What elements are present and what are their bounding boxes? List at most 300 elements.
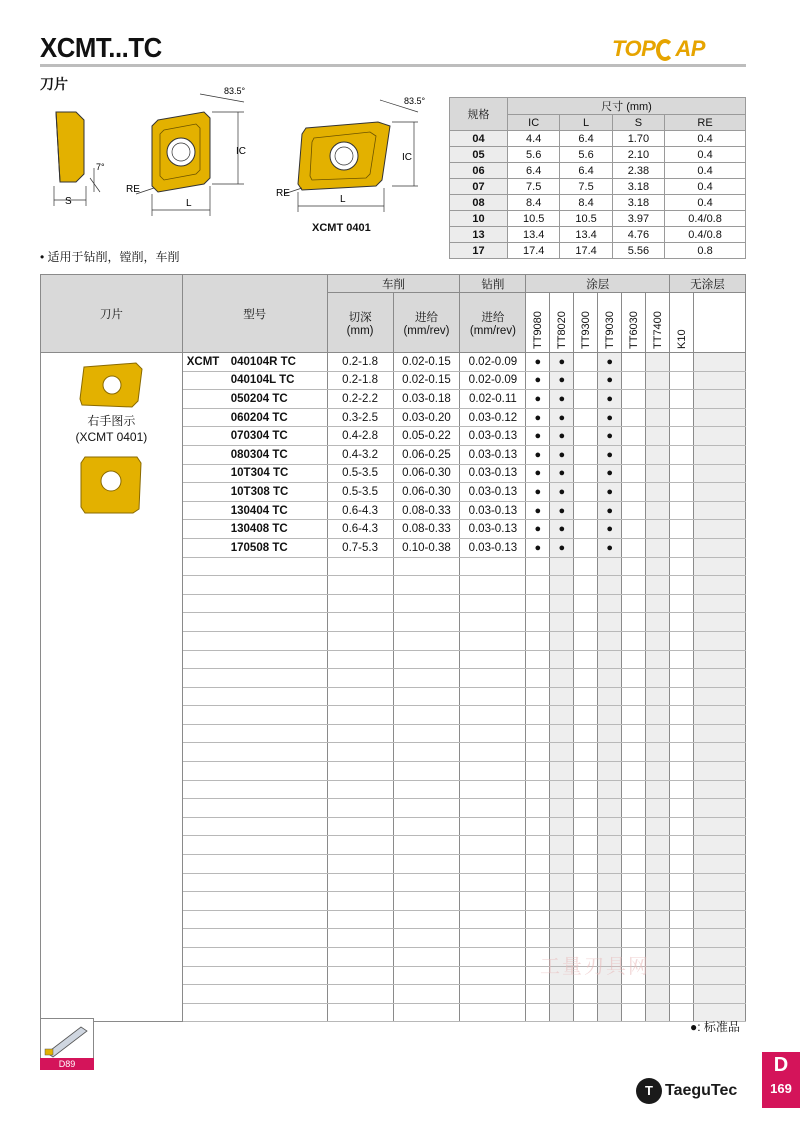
dim-cell-size: 17 — [450, 243, 508, 259]
dim-cell-size: 08 — [450, 195, 508, 211]
model-code: 130404 TC — [230, 504, 288, 517]
grade-cell — [574, 483, 598, 502]
label-ic-a: IC — [236, 146, 246, 157]
col-s: S — [612, 115, 664, 131]
grade-cell — [622, 390, 646, 409]
dim-cell-re: 0.4 — [665, 195, 746, 211]
dim-cell-re: 0.4 — [665, 179, 746, 195]
feed-drilling-cell: 0.03-0.13 — [460, 520, 526, 539]
feed-turning-cell-empty — [393, 985, 460, 1004]
grade-cell — [694, 427, 746, 446]
feed-drilling-cell-empty — [460, 706, 526, 725]
grade-cell-empty — [694, 799, 746, 818]
feed-turning-cell-empty — [393, 780, 460, 799]
availability-dot: ● — [526, 483, 550, 502]
grade-cell-empty — [526, 743, 550, 762]
grade-cell — [646, 464, 670, 483]
grade-cell-empty — [646, 892, 670, 911]
feed-drilling-cell-empty — [460, 780, 526, 799]
feed-turning-cell-empty — [393, 929, 460, 948]
depth-cell-empty — [327, 948, 393, 967]
depth-cell: 0.2-1.8 — [327, 353, 393, 372]
availability-dot: ● — [526, 390, 550, 409]
grade-cell — [694, 483, 746, 502]
grade-cell-empty — [598, 910, 622, 929]
model-cell — [182, 483, 327, 502]
grade-cell-empty — [670, 817, 694, 836]
grade-cell-empty — [670, 650, 694, 669]
depth-cell-empty — [327, 631, 393, 650]
dimension-row — [450, 243, 746, 259]
grade-cell-empty — [622, 687, 646, 706]
grade-cell-empty — [598, 557, 622, 576]
side-view-drawing — [54, 112, 100, 206]
table-row — [41, 353, 746, 372]
grade-cell — [574, 390, 598, 409]
grade-cell — [670, 501, 694, 520]
model-cell-empty — [182, 687, 327, 706]
grade-cell-empty — [574, 817, 598, 836]
availability-dot: ● — [598, 390, 622, 409]
grade-cell-empty — [622, 631, 646, 650]
grade-cell-empty — [550, 836, 574, 855]
dim-cell-s: 2.10 — [612, 147, 664, 163]
grade-cell — [622, 427, 646, 446]
grade-cell-empty — [550, 576, 574, 595]
dimension-row — [450, 147, 746, 163]
feed-turning-cell: 0.02-0.15 — [393, 371, 460, 390]
col-insert-header: 刀片 — [41, 275, 183, 353]
grade-cell-empty — [574, 892, 598, 911]
grade-cell-empty — [526, 594, 550, 613]
feed-turning-cell-empty — [393, 594, 460, 613]
availability-dot: ● — [550, 501, 574, 520]
grade-cell-empty — [670, 557, 694, 576]
grade-k10: K10 — [670, 293, 694, 353]
label-l-b: L — [340, 194, 346, 205]
dim-cell-ic: 10.5 — [508, 211, 560, 227]
model-code: 060204 TC — [230, 411, 288, 424]
grade-cell-empty — [622, 724, 646, 743]
grade-cell-empty — [622, 836, 646, 855]
feed-drilling-cell-empty — [460, 631, 526, 650]
product-table — [40, 274, 746, 1022]
availability-dot: ● — [526, 501, 550, 520]
section-letter: D — [773, 1054, 789, 1076]
section-tab — [762, 1052, 800, 1108]
grade-cell-empty — [670, 576, 694, 595]
availability-dot: ● — [550, 353, 574, 372]
feed-drilling-cell-empty — [460, 929, 526, 948]
grade-cell-empty — [574, 650, 598, 669]
grade-cell-empty — [622, 706, 646, 725]
page-number: 169 — [770, 1081, 792, 1096]
grade-cell — [622, 464, 646, 483]
feed-drilling-cell-empty — [460, 743, 526, 762]
dim-cell-size: 06 — [450, 163, 508, 179]
label-angle-83-5-b: 83.5° — [404, 96, 426, 106]
grade-cell — [694, 464, 746, 483]
grade-cell-empty — [646, 724, 670, 743]
model-cell-empty — [182, 873, 327, 892]
grade-cell-empty — [670, 985, 694, 1004]
feed-turning-cell-empty — [393, 706, 460, 725]
model-code: 040104L TC — [230, 374, 295, 387]
dim-cell-re: 0.8 — [665, 243, 746, 259]
depth-cell-empty — [327, 910, 393, 929]
grade-cell-empty — [694, 855, 746, 874]
model-cell-empty — [182, 576, 327, 595]
model-cell — [182, 427, 327, 446]
grade-cell-empty — [622, 613, 646, 632]
grade-cell-empty — [694, 966, 746, 985]
feed-turning-cell-empty — [393, 948, 460, 967]
grade-cell-empty — [646, 594, 670, 613]
grade-cell-empty — [574, 799, 598, 818]
availability-dot: ● — [526, 538, 550, 557]
feed-drilling-cell: 0.02-0.09 — [460, 371, 526, 390]
feed-drilling-cell-empty — [460, 985, 526, 1004]
grade-cell-empty — [574, 855, 598, 874]
grade-cell-empty — [694, 631, 746, 650]
availability-dot: ● — [526, 445, 550, 464]
grade-cell — [646, 371, 670, 390]
feed-drilling-cell-empty — [460, 948, 526, 967]
grade-cell-empty — [598, 780, 622, 799]
label-re-a: RE — [126, 184, 140, 195]
dim-cell-ic: 8.4 — [508, 195, 560, 211]
grade-cell — [574, 520, 598, 539]
taegutec-logo-icon: T — [636, 1078, 662, 1104]
grade-cell-empty — [550, 650, 574, 669]
feed-turning-header: 进给 (mm/rev) — [393, 293, 460, 353]
model-code: 080304 TC — [230, 448, 288, 461]
model-cell-empty — [182, 892, 327, 911]
dim-cell-re: 0.4 — [665, 131, 746, 147]
depth-cell-empty — [327, 780, 393, 799]
grade-cell-empty — [526, 724, 550, 743]
grade-cell-empty — [622, 743, 646, 762]
model-code: 130408 TC — [230, 523, 288, 536]
availability-dot: ● — [598, 408, 622, 427]
depth-cell-empty — [327, 594, 393, 613]
feed-turning-cell-empty — [393, 799, 460, 818]
grade-cell-empty — [622, 650, 646, 669]
grade-cell-empty — [550, 1003, 574, 1022]
insert-photo-rhombic — [78, 361, 144, 409]
grade-cell-empty — [622, 892, 646, 911]
grade-cell — [694, 501, 746, 520]
label-7deg: 7° — [96, 162, 105, 172]
grade-cell — [574, 408, 598, 427]
grade-cell — [622, 501, 646, 520]
grade-cell-empty — [598, 836, 622, 855]
grade-cell-empty — [622, 799, 646, 818]
feed-drilling-cell-empty — [460, 855, 526, 874]
col-model-header: 型号 — [182, 275, 327, 353]
grade-cell-empty — [550, 799, 574, 818]
taegutec-brand: T TaeguTec — [636, 1078, 737, 1104]
dim-cell-ic: 17.4 — [508, 243, 560, 259]
grade-cell-empty — [622, 817, 646, 836]
dim-cell-s: 3.18 — [612, 195, 664, 211]
grade-cell-empty — [574, 557, 598, 576]
feed-drilling-cell-empty — [460, 910, 526, 929]
model-cell — [182, 464, 327, 483]
grade-cell-empty — [670, 855, 694, 874]
model-cell-empty — [182, 724, 327, 743]
grade-cell-empty — [622, 873, 646, 892]
depth-cell: 0.2-2.2 — [327, 390, 393, 409]
feed-turning-cell: 0.06-0.30 — [393, 464, 460, 483]
availability-dot: ● — [526, 520, 550, 539]
availability-dot: ● — [550, 408, 574, 427]
grade-cell-empty — [670, 892, 694, 911]
label-angle-83-5-a: 83.5° — [224, 86, 246, 96]
grade-cell-empty — [670, 929, 694, 948]
insert-image-cell — [41, 353, 183, 1022]
availability-dot: ● — [526, 464, 550, 483]
depth-cell: 0.5-3.5 — [327, 483, 393, 502]
availability-dot: ● — [598, 520, 622, 539]
uncoated-header: 无涂层 — [670, 275, 746, 293]
model-cell-empty — [182, 650, 327, 669]
grade-cell-empty — [670, 687, 694, 706]
page-title: XCMT...TC — [40, 32, 162, 63]
feed-turning-cell-empty — [393, 966, 460, 985]
grade-cell-empty — [526, 613, 550, 632]
feed-turning-cell-empty — [393, 650, 460, 669]
depth-cell-empty — [327, 706, 393, 725]
feed-drilling-cell: 0.03-0.13 — [460, 483, 526, 502]
col-l: L — [560, 115, 612, 131]
insert-caption: 右手图示 (XCMT 0401) — [75, 414, 148, 444]
grade-cell-empty — [550, 985, 574, 1004]
dim-cell-ic: 7.5 — [508, 179, 560, 195]
grade-tt8020: TT8020 — [550, 293, 574, 353]
grade-cell-empty — [526, 687, 550, 706]
grade-cell — [646, 427, 670, 446]
grade-cell-empty — [526, 1003, 550, 1022]
feed-turning-cell: 0.05-0.22 — [393, 427, 460, 446]
grade-cell-empty — [694, 985, 746, 1004]
grade-cell — [670, 445, 694, 464]
grade-cell-empty — [598, 799, 622, 818]
grade-cell-empty — [670, 594, 694, 613]
depth-cell: 0.3-2.5 — [327, 408, 393, 427]
feed-drilling-cell-empty — [460, 594, 526, 613]
feed-turning-cell-empty — [393, 762, 460, 781]
grade-cell-empty — [670, 669, 694, 688]
dim-cell-re: 0.4/0.8 — [665, 211, 746, 227]
model-cell-empty — [182, 799, 327, 818]
feed-drilling-cell: 0.03-0.13 — [460, 427, 526, 446]
grade-cell-empty — [646, 687, 670, 706]
grade-cell — [646, 501, 670, 520]
model-cell-empty — [182, 817, 327, 836]
depth-cell-empty — [327, 799, 393, 818]
grade-cell-empty — [550, 762, 574, 781]
model-cell — [182, 501, 327, 520]
grade-cell-empty — [526, 650, 550, 669]
feed-turning-cell: 0.06-0.30 — [393, 483, 460, 502]
grade-cell-empty — [526, 780, 550, 799]
thumb-page-ref: D89 — [40, 1058, 94, 1070]
depth-cell-empty — [327, 687, 393, 706]
feed-turning-cell-empty — [393, 631, 460, 650]
feed-drilling-cell: 0.03-0.13 — [460, 445, 526, 464]
dimension-row — [450, 131, 746, 147]
grade-cell-empty — [598, 669, 622, 688]
grade-cell-empty — [694, 817, 746, 836]
grade-cell — [646, 390, 670, 409]
grade-cell-empty — [622, 1003, 646, 1022]
grade-cell-empty — [574, 836, 598, 855]
grade-cell-empty — [622, 855, 646, 874]
grade-cell-empty — [646, 985, 670, 1004]
drilling-header: 钻削 — [460, 275, 526, 293]
availability-dot: ● — [550, 483, 574, 502]
feed-turning-cell-empty — [393, 669, 460, 688]
grade-cell-empty — [598, 650, 622, 669]
grade-cell-empty — [574, 669, 598, 688]
grade-cell-empty — [574, 594, 598, 613]
feed-drilling-cell: 0.03-0.13 — [460, 464, 526, 483]
grade-cell-empty — [598, 985, 622, 1004]
grade-cell-empty — [670, 910, 694, 929]
dim-cell-s: 5.56 — [612, 243, 664, 259]
grade-cell-empty — [526, 817, 550, 836]
coated-header: 涂层 — [526, 275, 670, 293]
grade-cell-empty — [526, 855, 550, 874]
grade-cell-empty — [622, 669, 646, 688]
grade-cell — [622, 408, 646, 427]
grade-cell-empty — [646, 762, 670, 781]
grade-cell — [694, 445, 746, 464]
grade-cell-empty — [598, 724, 622, 743]
feed-turning-cell-empty — [393, 873, 460, 892]
dim-cell-size: 10 — [450, 211, 508, 227]
grade-cell-empty — [550, 817, 574, 836]
dimension-table — [449, 97, 746, 259]
grade-cell-empty — [646, 650, 670, 669]
grade-cell-empty — [670, 762, 694, 781]
availability-dot: ● — [598, 445, 622, 464]
topcap-logo: TOP AP — [612, 36, 705, 61]
dimension-row — [450, 195, 746, 211]
grade-cell-empty — [598, 929, 622, 948]
dimension-group-header: 尺寸 (mm) — [508, 98, 746, 115]
grade-cell-empty — [550, 557, 574, 576]
grade-cell — [694, 353, 746, 372]
availability-dot: ● — [550, 390, 574, 409]
grade-cell-empty — [694, 743, 746, 762]
feed-drilling-cell-empty — [460, 650, 526, 669]
grade-cell-empty — [694, 576, 746, 595]
depth-cell: 0.4-2.8 — [327, 427, 393, 446]
dim-cell-l: 6.4 — [560, 163, 612, 179]
grade-cell-empty — [646, 799, 670, 818]
feed-drilling-cell: 0.02-0.11 — [460, 390, 526, 409]
depth-cell-empty — [327, 650, 393, 669]
feed-turning-cell: 0.03-0.18 — [393, 390, 460, 409]
grade-cell — [670, 464, 694, 483]
dim-cell-l: 13.4 — [560, 227, 612, 243]
model-cell-empty — [182, 910, 327, 929]
depth-cell-empty — [327, 892, 393, 911]
grade-cell-empty — [550, 743, 574, 762]
model-prefix: XCMT — [186, 355, 220, 368]
grade-cell-empty — [526, 929, 550, 948]
model-code: 070304 TC — [230, 430, 288, 443]
dim-cell-size: 04 — [450, 131, 508, 147]
model-cell-empty — [182, 985, 327, 1004]
grade-cell-empty — [550, 780, 574, 799]
dim-cell-size: 13 — [450, 227, 508, 243]
model-code: 170508 TC — [230, 541, 288, 554]
grade-cell-empty — [646, 557, 670, 576]
grade-cell — [574, 445, 598, 464]
model-cell-empty — [182, 613, 327, 632]
grade-cell-empty — [550, 613, 574, 632]
grade-cell-empty — [646, 613, 670, 632]
grade-cell-empty — [598, 613, 622, 632]
grade-cell — [694, 390, 746, 409]
grade-cell-empty — [526, 762, 550, 781]
grade-cell-empty — [622, 929, 646, 948]
model-cell-empty — [182, 706, 327, 725]
availability-dot: ● — [526, 408, 550, 427]
grade-cell-empty — [622, 557, 646, 576]
grade-cell-empty — [670, 631, 694, 650]
grade-cell-empty — [526, 836, 550, 855]
depth-cell-empty — [327, 1003, 393, 1022]
grade-cell-empty — [670, 873, 694, 892]
grade-cell-empty — [598, 594, 622, 613]
depth-cell-empty — [327, 855, 393, 874]
availability-dot: ● — [550, 445, 574, 464]
feed-turning-cell-empty — [393, 743, 460, 762]
insert-technical-drawings — [40, 82, 440, 242]
model-code: 050204 TC — [230, 392, 288, 405]
usage-note: • 适用于钻削，镗削，车削 — [40, 250, 180, 264]
grade-cell-empty — [574, 687, 598, 706]
grade-cell-empty — [550, 706, 574, 725]
grade-cell-empty — [574, 724, 598, 743]
drawing-caption: XCMT 0401 — [312, 222, 371, 234]
model-cell-empty — [182, 929, 327, 948]
col-ic: IC — [508, 115, 560, 131]
grade-cell — [694, 371, 746, 390]
grade-cell-empty — [646, 873, 670, 892]
feed-drilling-cell-empty — [460, 724, 526, 743]
grade-cell-empty — [574, 910, 598, 929]
dim-cell-s: 2.38 — [612, 163, 664, 179]
feed-turning-cell: 0.02-0.15 — [393, 353, 460, 372]
depth-cell-empty — [327, 557, 393, 576]
dim-cell-s: 4.76 — [612, 227, 664, 243]
grade-cell-empty — [670, 966, 694, 985]
availability-dot: ● — [550, 464, 574, 483]
grade-cell-empty — [694, 557, 746, 576]
dim-cell-l: 8.4 — [560, 195, 612, 211]
dim-cell-ic: 6.4 — [508, 163, 560, 179]
grade-cell-empty — [694, 948, 746, 967]
dim-cell-ic: 5.6 — [508, 147, 560, 163]
grade-cell-empty — [670, 706, 694, 725]
grade-cell-empty — [670, 799, 694, 818]
grade-cell-empty — [694, 687, 746, 706]
